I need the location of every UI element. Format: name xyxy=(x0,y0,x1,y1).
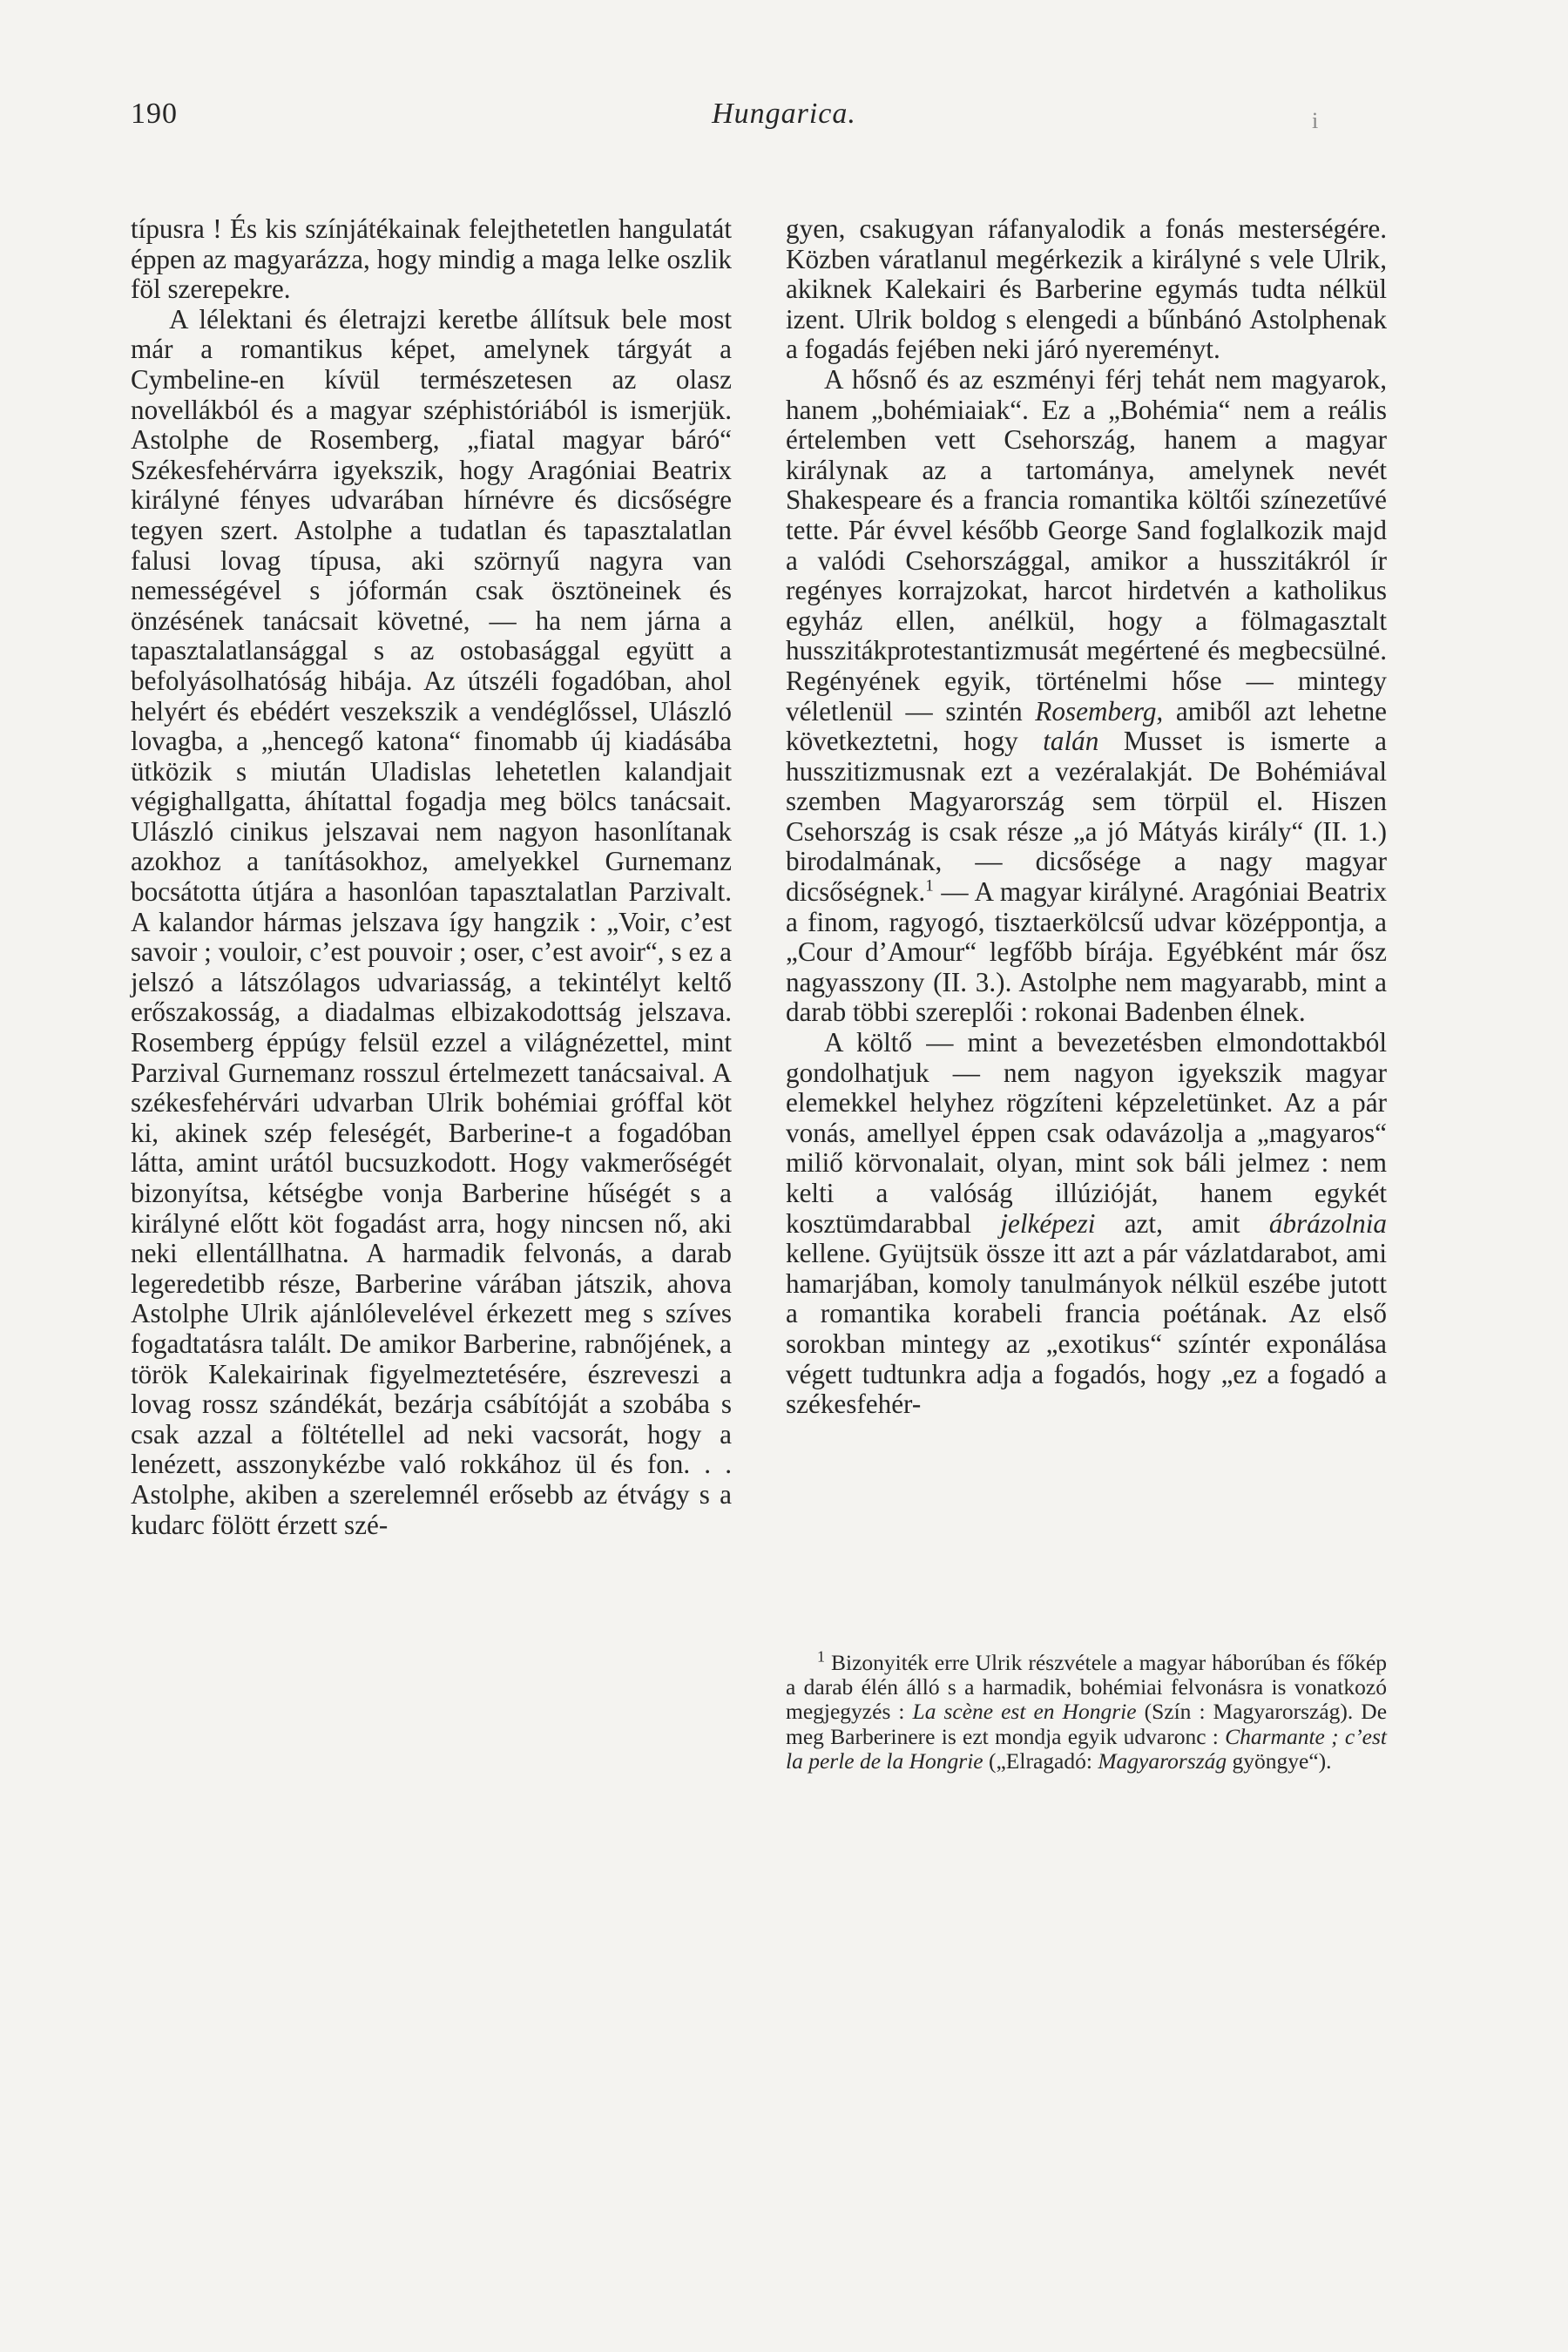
footnote-mark: 1 xyxy=(817,1647,825,1666)
paragraph xyxy=(786,365,1387,1028)
margin-mark: i xyxy=(1312,108,1319,133)
text-run: („Elragadó: xyxy=(989,1747,1092,1774)
text-run: Bizonyiték erre Ulrik részvétele a magyar háborúban és főkép a darab élén álló s a harmadik, bohémiai felvonásra is vonatkozó megjegyzés : xyxy=(786,1650,1388,1725)
text-run: kellene. Gyüjtsük össze itt azt a pár vázlatdarabot, ami hamarjában, komoly tanulmányok nélkül eszébe jutott a romantika korabeli francia poétának. Az első sorokban mintegy az „exotikus“ színtér exponálása végett tudtunkra adja a fogadós, hogy „ez a fogadó a székesfehér- xyxy=(786,1238,1387,1420)
footnote-text xyxy=(786,1647,1388,1774)
page-number: 190 xyxy=(131,98,178,130)
italic-run: La scène est en Hongrie xyxy=(912,1699,1137,1725)
text-run: A hősnő és az eszményi férj tehát nem magyarok, hanem „bohémiaiak“. Ez a „Bohémia“ nem a reális értelemben vett Csehország, hanem a magyar királynak az a tartománya, amelynek nevét Shakespeare és a francia romantika költői színezetűvé tette. Pár évvel később George Sand foglalkozik majd a valódi Csehországgal, amikor a husszitákról ír regényes korrajzokat, harcot hirdetvén a katholikus egyház ellen, anélkül, hogy a fölmagasztalt husszitákprotestantizmusát megértené és megbecsülné. Regényének egyik, történelmi hőse — mintegy véletlenül — szintén xyxy=(786,363,1387,727)
text-run: (Szín : Magyarország). De meg Barberinere is ezt mondja egyik udvaronc : xyxy=(786,1699,1388,1749)
paragraph: gyen, csakugyan ráfanyalodik a fonás mesterségére. Közben váratlanul megérkezik a királyné s vele Ulrik, akiknek Kalekairi és Barberine egymás tudta nélkül izent. Ulrik boldog s elengedi a bűnbánó Astolphenak a fogadás fejében neki járó nyereményt. xyxy=(786,213,1387,365)
italic-run: Charmante ; c’est la perle de la Hongrie xyxy=(786,1723,1388,1774)
left-column xyxy=(131,214,732,1540)
paragraph xyxy=(786,1028,1387,1420)
text-run: gyöngye“). xyxy=(1232,1747,1332,1774)
italic-run: Rosemberg, xyxy=(1035,695,1164,727)
text-run: amiből azt lehetne következtetni, hogy xyxy=(786,695,1388,757)
text-run: — A magyar királyné. Aragóniai Beatrix a finom, ragyogó, tisztaerkölcsű udvar középpontja, a „Cour d’Amour“ legfőbb bírája. Egyébként már ősz nagyasszony (II. 3.). Astolphe nem magyarabb, mint a darab többi szereplői : rokonai Badenben élnek. xyxy=(786,876,1387,1028)
italic-run: talán xyxy=(1043,726,1099,757)
paragraph: A lélektani és életrajzi keretbe állítsuk bele most már a romantikus képet, amelynek tárgyát a Cymbeline-en kívül természetesen az olasz novellákból és a magyar széphistóriából is ismerjük. Astolphe de Rosemberg, „fiatal magyar báró“ Székesfehérvárra igyekszik, hogy Aragóniai Beatrix királyné fényes udvarában hírnévre és dicsőségre tegyen szert. Astolphe a tudatlan és tapasztalatlan falusi lovag típusa, aki szörnyű nagyra van nemességével s jóformán csak ösztöneinek és önzésének tanácsait követné, — ha nem járna a tapasztalatlansággal s az ostobasággal együtt a befolyásolhatóság hibája. Az útszéli fogadóban, ahol helyért és ebédért veszekszik a vendéglőssel, Ulászló lovagba, a „hencegő katona“ finomabb új kiadásába ütközik s miután Uladislas lehetetlen kalandjait végighallgatta, áhítattal fogadja meg bölcs tanácsait. Ulászló cinikus jelszavai nem nagyon hasonlítanak azokhoz a tanításokhoz, amelyekkel Gurnemanz bocsátotta útjára a hasonlóan tapasztalatlan Parzivalt. A kalandor hármas jelszava így hangzik : „Voir, c’est savoir ; vouloir, c’est pouvoir ; oser, c’est avoir“, s ez a jelszó a látszólagos udvariasság, a tekintélyt keltő erőszakosság, a diadalmas elbizakodottság jelszava. Rosemberg éppúgy felsül ezzel a világnézettel, mint Parzival Gurnemanz rosszul értelmezett tanácsaival. A székesfehérvári udvarban Ulrik bohémiai gróffal köt ki, akinek szép feleségét, Barberine-t a fogadóban látta, amint urától bucsuzkodott. Hogy vakmerőségét bizonyítsa, kétségbe vonja Barberine hűségét s a királyné előtt köt fogadást arra, hogy nincsen nő, aki neki ellentállhatna. A harmadik felvonás, a darab legeredetibb része, Barberine várában játszik, ahova Astolphe Ulrik ajánlólevelével érkezett meg s szíves fogadtatásra talált. De amikor Barberine, rabnőjének, a török Kalekairinak figyelmeztetésére, észreveszi a lovag rossz szándékát, bezárja csábítóját a szobába s csak azzal a föltétellel ad neki vacsorát, hogy a lenézett, asszonykézbe való rokkához ül és fon. . . Astolphe, akiben a szerelemnél erősebb az étvágy s a kudarc fölött érzett szé- xyxy=(131,303,732,1540)
footnote-ref[interactable]: 1 xyxy=(925,876,934,896)
right-column xyxy=(786,214,1387,1420)
footnote xyxy=(786,1647,1388,1774)
text-run: azt, amit xyxy=(1124,1207,1240,1239)
text-run: A költő — mint a bevezetésben elmondottakból gondolhatjuk — nem nagyon igyekszik magyar elemekkel helyhez rögzíteni képzeletünket. Az a pár vonás, amellyel éppen csak odavázolja a „magyaros“ miliő körvonalait, olyan, mint sok báli jelmez : nem kelti a valóság illúzióját, hanem egykét kosztümdarabbal xyxy=(786,1027,1387,1239)
text-run: Musset is ismerte a husszitizmusnak ezt a vezéralakját. De Bohémiával szemben Magyarország sem törpül el. Hiszen Csehország is csak része „a jó Mátyás király“ (II. 1.) birodalmának, — dicsősége a nagy magyar dicsőségnek. xyxy=(786,726,1388,908)
running-title: Hungarica. xyxy=(712,98,856,130)
italic-run: Magyarország xyxy=(1098,1747,1227,1774)
italic-run: jelképezi xyxy=(1000,1207,1096,1239)
italic-run: ábrázolnia xyxy=(1268,1207,1388,1239)
paragraph: típusra ! És kis színjátékainak felejthetetlen hangulatát éppen az magyarázza, hogy mindig a maga lelke oszlik föl szerepekre. xyxy=(131,213,732,305)
